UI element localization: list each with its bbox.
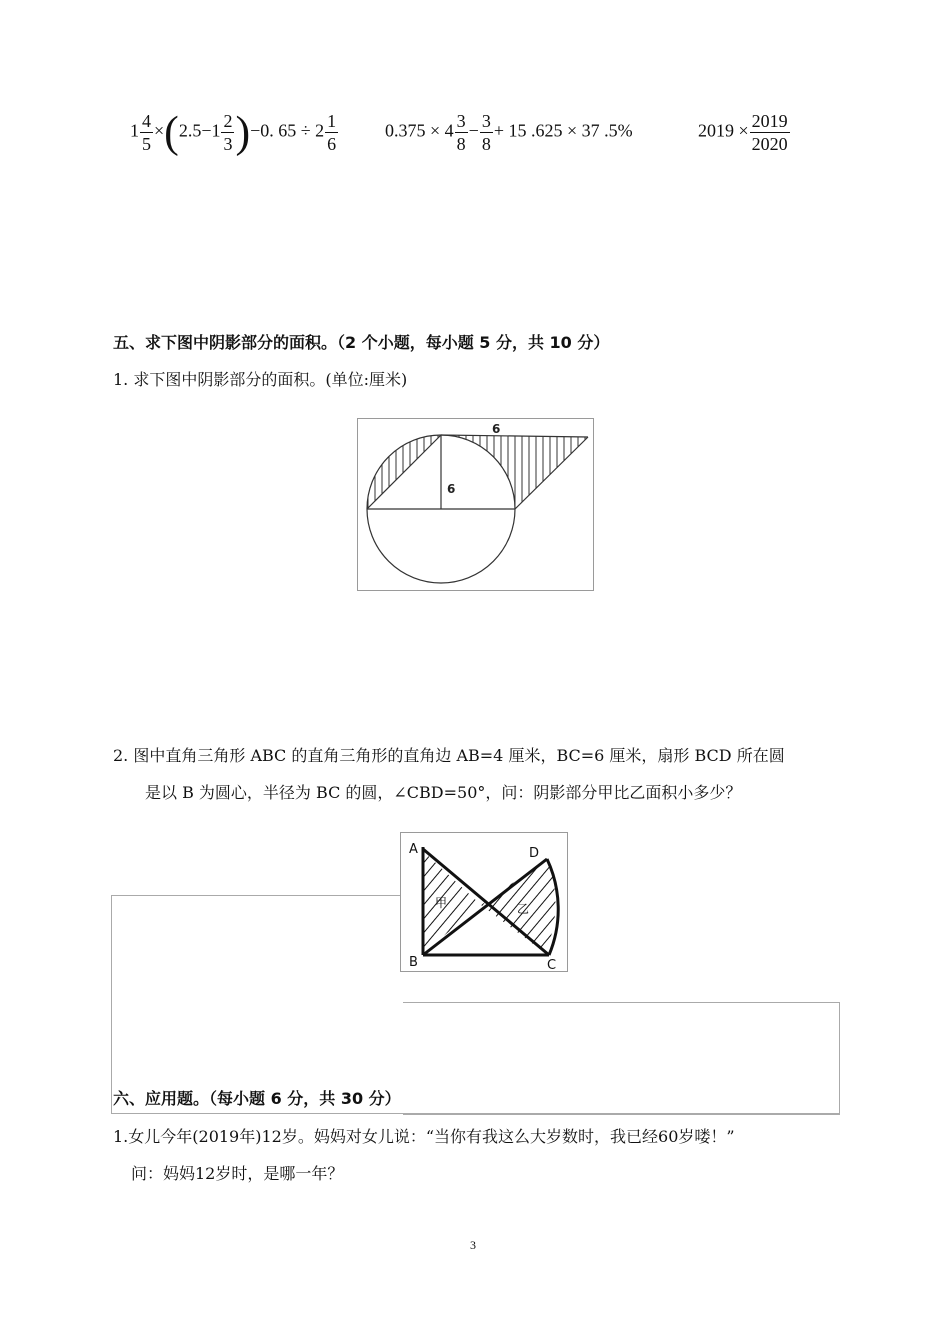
figure-2-shaded-jia [423, 851, 481, 953]
expr2-fraction-2: $\frac{3}{8}$ [481, 111, 491, 154]
figure-1-diagram [358, 419, 593, 590]
expr1-rest: −0. 65 ÷ 2 [250, 120, 325, 141]
section-5-question-2-line-2: 是以 B 为圆心，半径为 BC 的圆，∠CBD=50°，问：阴影部分甲比乙面积小多少？ [145, 783, 742, 802]
expression-1 [130, 107, 339, 157]
expr1-fraction-3: $\frac{1}{6}$ [327, 111, 337, 154]
expr2-part-1: 0.375 × 4 [385, 120, 454, 141]
figure-2-label-d: D [529, 846, 540, 861]
expr1-times: × [154, 120, 165, 141]
section-6-question-1-line-1: 1.女儿今年(2019年)12岁。妈妈对女儿说：“当你有我这么大岁数时，我已经60岁喽！” [113, 1127, 735, 1146]
figure-1-label-mid: 6 [447, 482, 456, 496]
expression-2 [385, 110, 633, 155]
figure-2-label-b: B [409, 955, 418, 970]
section-5-question-1: 1. 求下图中阴影部分的面积。(单位:厘米) [113, 370, 408, 389]
section-5-title: 五、求下图中阴影部分的面积。（2 个小题，每小题 5 分，共 10 分） [113, 333, 610, 352]
expr1-minus: − [201, 120, 212, 141]
overlay-box-right [403, 1002, 840, 1115]
expr2-fraction-1: $\frac{3}{8}$ [456, 111, 466, 154]
expr2-rest: + 15 .625 × 37 .5% [493, 120, 633, 141]
figure-1-frame [357, 418, 594, 591]
expr1-fraction-2: $\frac{2}{3}$ [223, 111, 233, 154]
figure-2-frame [400, 832, 568, 972]
expression-3 [698, 110, 791, 155]
section-6-title: 六、应用题。（每小题 6 分，共 30 分） [113, 1089, 401, 1108]
figure-2-label-a: A [409, 842, 418, 857]
expr1-whole-1: 1 [130, 120, 139, 141]
expr2-minus: − [468, 120, 479, 141]
expr1-decimal: 2.5 [178, 120, 202, 141]
section-6-question-1-line-2: 问：妈妈12岁时，是哪一年？ [131, 1164, 344, 1183]
figure-2-label-yi: 乙 [517, 902, 530, 916]
expr3-fraction: $\frac{2019}{2020}$ [751, 111, 788, 154]
expr1-whole-2: 1 [211, 120, 221, 141]
overlay-box-left-edge [111, 895, 112, 1114]
overlay-box-left [111, 895, 404, 1114]
page-number: 3 [470, 1238, 476, 1252]
expr1-left-paren: ( [164, 107, 179, 157]
figure-2-label-c: C [547, 958, 557, 971]
figure-1-label-top: 6 [492, 422, 501, 436]
expr3-part-1: 2019 × [698, 120, 749, 141]
section-5-question-2-line-1: 2. 图中直角三角形 ABC 的直角三角形的直角边 AB=4 厘米，BC=6 厘米，扇形 BCD 所在圆 [113, 746, 785, 765]
figure-2-label-jia: 甲 [435, 896, 448, 910]
expr1-right-paren: ) [235, 107, 251, 157]
figure-2-diagram [401, 833, 567, 971]
expr1-fraction-1: $\frac{4}{5}$ [142, 111, 151, 154]
overlay-box-bottom-line [111, 1113, 839, 1114]
